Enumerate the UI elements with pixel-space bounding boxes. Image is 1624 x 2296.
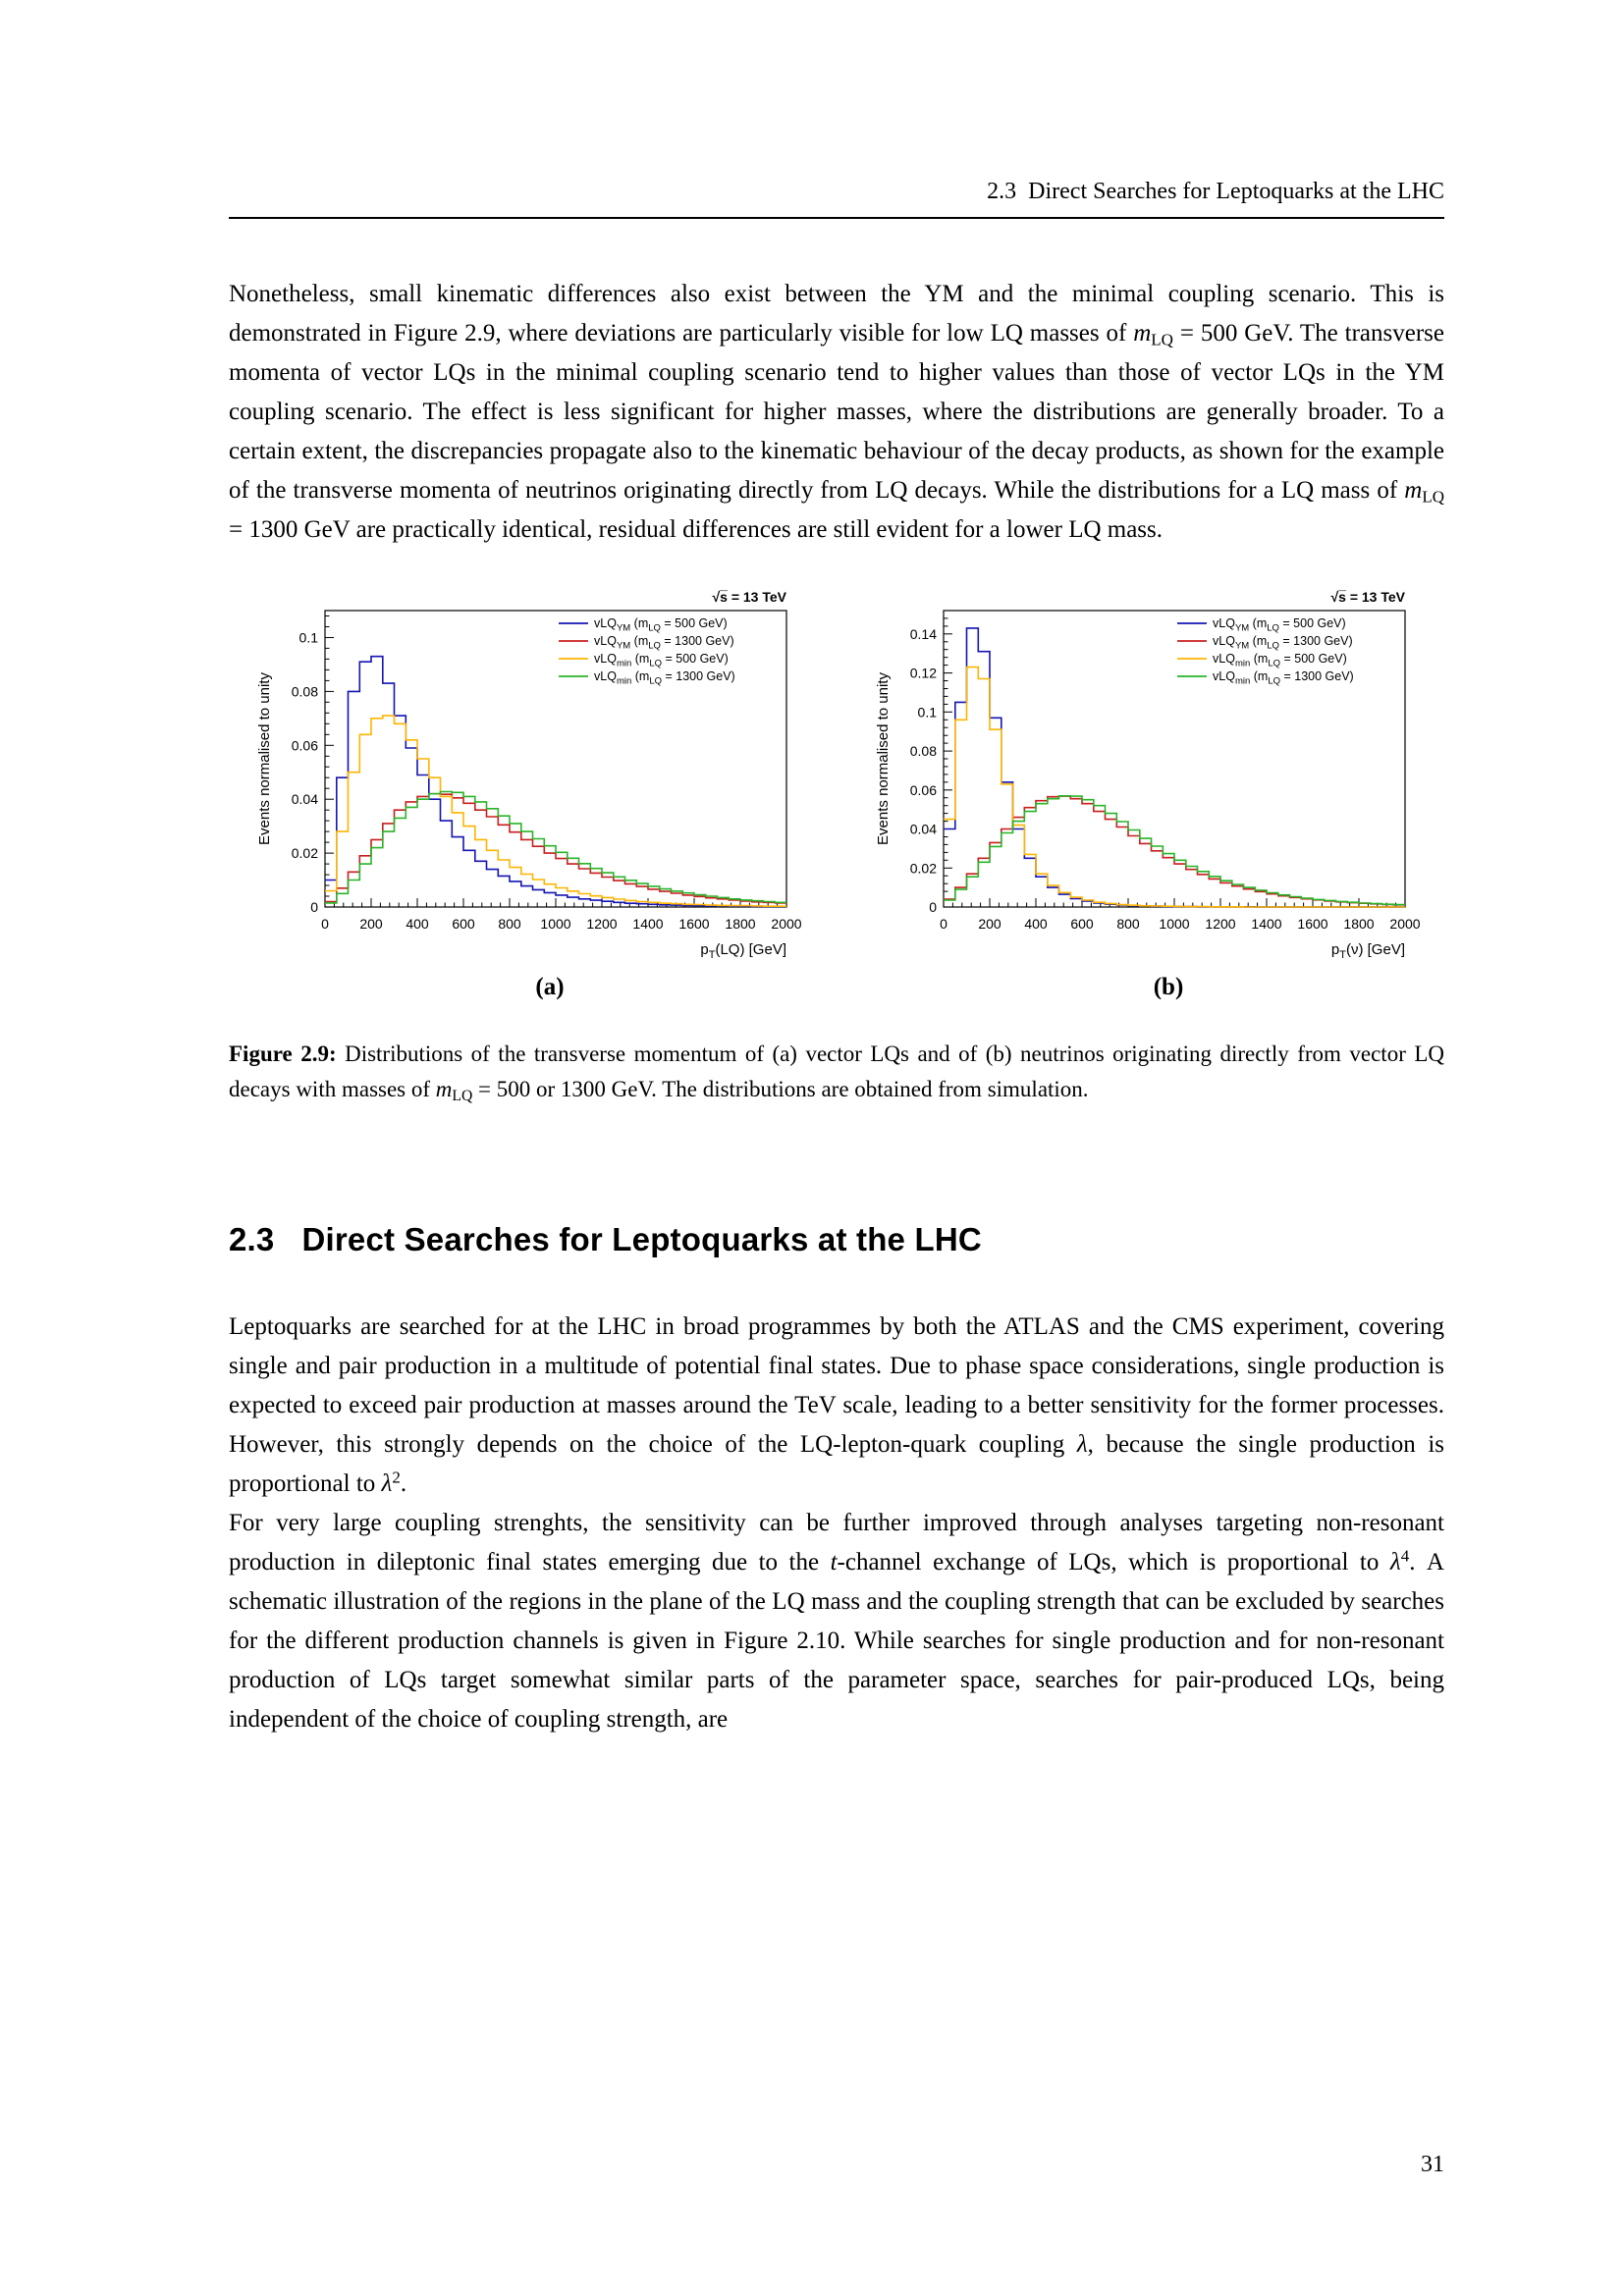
x-axis-title: $p_T(\nu)$ [GeV] [1330,941,1405,961]
x-tick-label: 400 [1024,916,1048,932]
y-axis-title: Events normalised to unity [256,672,273,845]
figure-caption-label: Figure 2.9: [229,1041,337,1066]
series-vLQ-YM-500GeV [325,657,786,907]
energy-label: √s̅ = 13 TeV [712,589,786,605]
y-tick-label: 0 [929,899,937,915]
x-tick-label: 200 [978,916,1001,932]
x-tick-label: 600 [452,916,475,932]
section-heading [229,1221,1444,1258]
chart-a-pt-lq [252,581,802,966]
y-tick-label: 0.12 [909,665,937,681]
y-axis-title: Events normalised to unity [875,672,892,845]
legend-entry: vLQ$_{YM}$ ($m_{LQ} = 500$ GeV) [594,616,728,634]
x-tick-label: 1400 [632,916,664,932]
chart-block-b [871,581,1421,1001]
x-tick-label: 2000 [1389,916,1421,932]
y-tick-label: 0.08 [291,683,318,700]
x-tick-label: 0 [940,916,947,932]
chart-block-a [252,581,802,1001]
x-tick-label: 1800 [725,916,756,932]
header-section-number: 2.3 [987,179,1017,204]
header-section-title: Direct Searches for Leptoquarks at the LHC [1028,179,1444,204]
x-tick-label: 800 [1116,916,1140,932]
x-tick-label: 600 [1070,916,1094,932]
y-tick-label: 0.02 [909,860,937,877]
legend-entry: vLQ$_{min}$ ($m_{LQ} = 1300$ GeV) [1213,669,1354,687]
y-tick-label: 0.08 [909,743,937,760]
y-tick-label: 0.04 [291,791,318,808]
paragraph-coupling-strengths: For very large coupling strenghts, the sensitivity can be further improved through analyses targeting non-resonant production in dileptonic final states emerging due to the t-channel exchange of LQs, which is proportional to $\lambda^4$. A schematic illustration of the regions in the plane of the LQ mass and the coupling strength that can be excluded by searches for the different production channels is given in Figure 2.10. While searches for single production and for non-resonant production of LQs target somewhat similar parts of the parameter space, searches for pair-produced LQs, being independent of the choice of coupling strength, are [229,1510,1444,1733]
content-column [229,247,1444,1739]
x-tick-label: 1600 [1297,916,1328,932]
x-tick-label: 400 [406,916,429,932]
x-tick-label: 1800 [1343,916,1375,932]
legend-entry: vLQ$_{min}$ ($m_{LQ} = 500$ GeV) [1213,652,1347,669]
figure-caption-text: Distributions of the transverse momentum of (a) vector LQs and of (b) neutrinos originating directly from vector LQ decays with masses of $m_{LQ} = 500$ or 1300 GeV. The distributions are obtained from simulation. [229,1041,1444,1104]
legend-entry: vLQ$_{YM}$ ($m_{LQ} = 1300$ GeV) [594,634,734,652]
figure-row [252,581,1421,1001]
chart-svg [252,581,802,966]
x-tick-label: 1000 [540,916,571,932]
running-header [229,179,1444,205]
energy-label: √s̅ = 13 TeV [1330,589,1405,605]
chart-svg [871,581,1421,966]
legend-entry: vLQ$_{min}$ ($m_{LQ} = 1300$ GeV) [594,669,735,687]
x-tick-label: 1000 [1159,916,1190,932]
legend-entry: vLQ$_{min}$ ($m_{LQ} = 500$ GeV) [594,652,729,669]
x-tick-label: 1200 [1205,916,1236,932]
chart-a-label: (a) [535,974,565,1000]
chart-b-pt-nu [871,581,1421,966]
chart-b-label: (b) [1153,974,1184,1000]
header-rule [229,217,1444,219]
x-tick-label: 0 [321,916,329,932]
y-tick-label: 0.06 [909,781,937,798]
section-number: 2.3 [229,1221,275,1257]
y-tick-label: 0.14 [909,625,937,642]
paragraph-kinematic-differences: Nonetheless, small kinematic differences also exist between the YM and the minimal coupling scenario. This is demonstrated in Figure 2.9, where deviations are particularly visible for low LQ masses of $m_{LQ} = 500$ GeV. The transverse momenta of vector LQs in the minimal coupling scenario tend to higher values than those of vector LQs in the YM coupling scenario. The effect is less significant for higher masses, where the distributions are generally broader. To a certain extent, the discrepancies propagate also to the kinematic behaviour of the decay products, as shown for the example of the transverse momenta of neutrinos originating directly from LQ decays. While the distributions for a LQ mass of $m_{LQ} = 1300$ GeV are practically identical, residual differences are still evident for a lower LQ mass. [229,281,1444,543]
paragraph-lhc-searches: Leptoquarks are searched for at the LHC in broad programmes by both the ATLAS and the CMS experiment, covering single and pair production in a multitude of potential final states. Due to phase space considerations, single production is expected to exceed pair production at masses around the TeV scale, leading to a better sensitivity for the former processes. However, this strongly depends on the choice of the LQ-lepton-quark coupling λ, because the single production is proportional to $\lambda^2$. [229,1313,1444,1497]
x-axis-title: $p_T(LQ)$ [GeV] [700,941,786,961]
x-tick-label: 1600 [678,916,710,932]
y-tick-label: 0.06 [291,737,318,754]
x-tick-label: 200 [359,916,383,932]
series-vLQ-min-500GeV [944,667,1405,907]
page-number: 31 [1421,2152,1444,2177]
section-title: Direct Searches for Leptoquarks at the LHC [301,1221,982,1257]
x-tick-label: 1400 [1251,916,1282,932]
y-tick-label: 0.1 [298,629,318,646]
y-tick-label: 0 [310,899,318,915]
legend-entry: vLQ$_{YM}$ ($m_{LQ} = 500$ GeV) [1213,616,1346,634]
x-tick-label: 2000 [771,916,802,932]
y-tick-label: 0.04 [909,821,937,837]
legend-entry: vLQ$_{YM}$ ($m_{LQ} = 1300$ GeV) [1213,634,1353,652]
x-tick-label: 800 [498,916,521,932]
figure-2-9 [229,581,1444,1107]
y-tick-label: 0.02 [291,845,318,862]
y-tick-label: 0.1 [917,704,937,721]
x-tick-label: 1200 [586,916,618,932]
figure-caption [229,1037,1444,1107]
